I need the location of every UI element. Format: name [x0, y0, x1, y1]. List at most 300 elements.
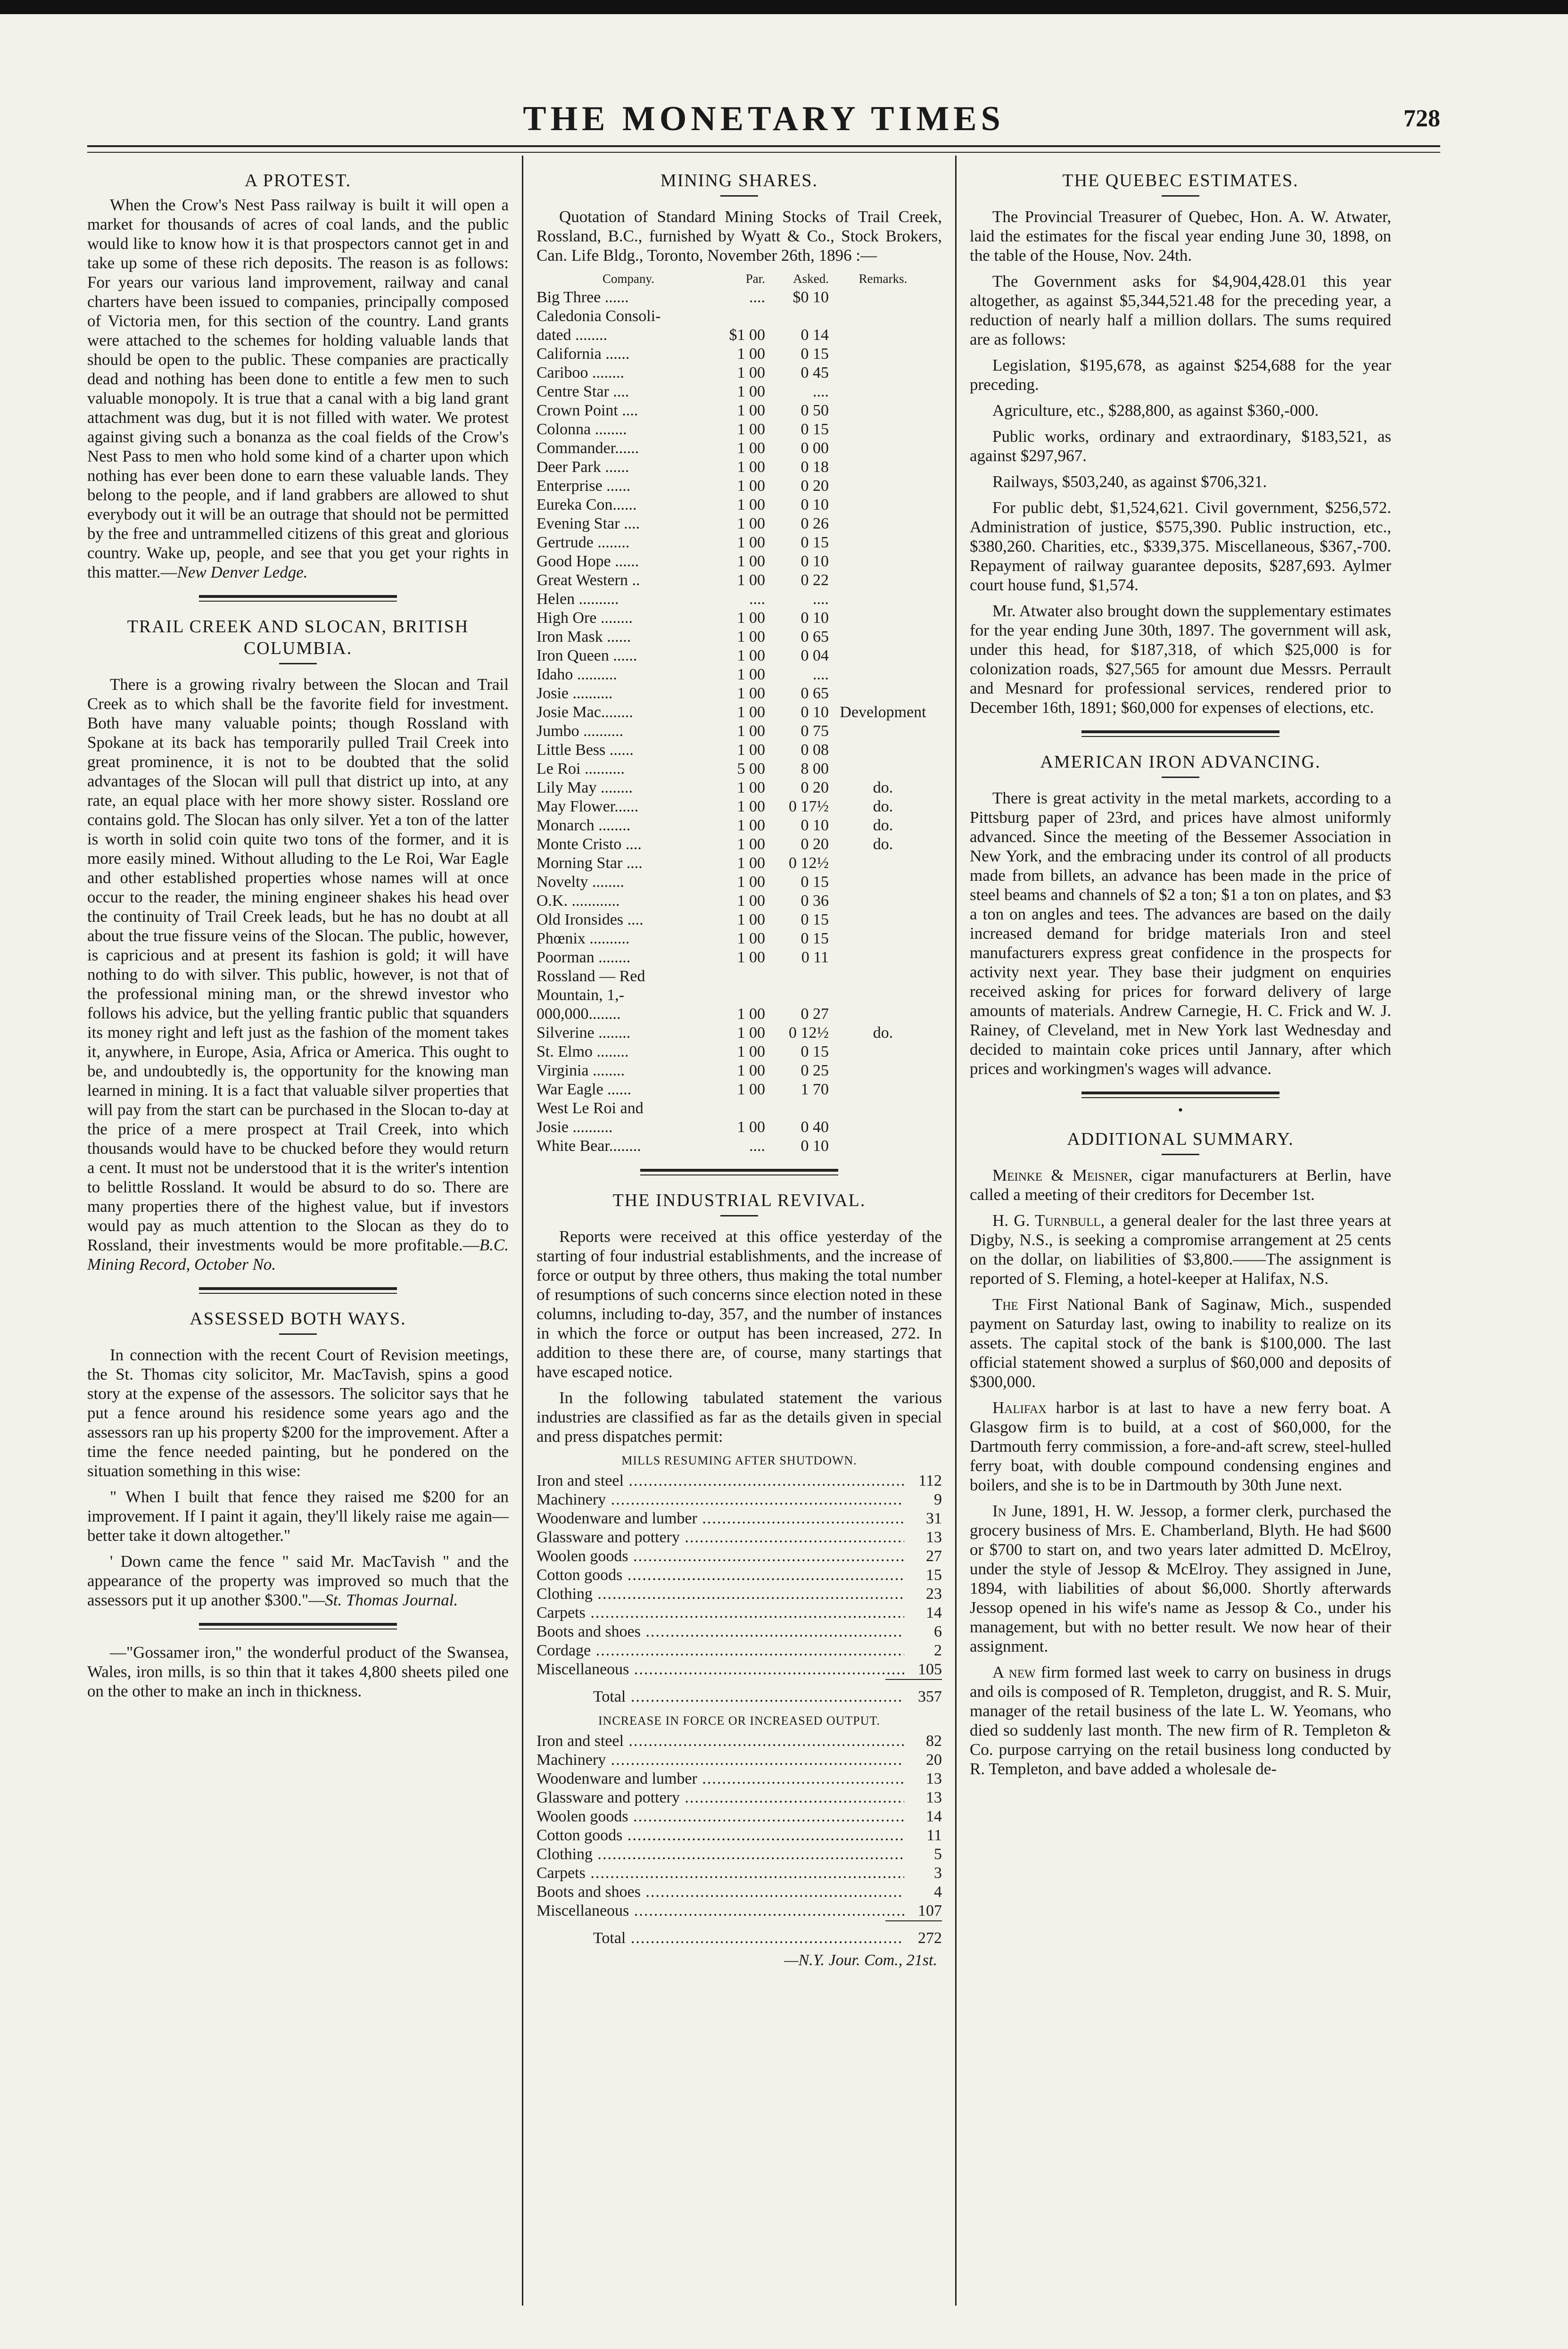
asked-price: 8 00	[801, 760, 829, 777]
asked-price: 0 65	[801, 628, 829, 645]
remarks	[829, 948, 937, 967]
article-additional-summary	[970, 1128, 1391, 1778]
company-name: Iron Mask ......	[536, 628, 631, 645]
count-value: 107	[918, 1902, 942, 1919]
company-name: Iron Queen ......	[536, 647, 637, 664]
company-name: May Flower......	[536, 798, 639, 815]
company-name: Centre Star ....	[536, 383, 629, 400]
table-row	[536, 326, 942, 345]
par-value: 1 00	[737, 685, 765, 702]
company-name: Virginia ........	[536, 1062, 625, 1079]
header-par: Par.	[745, 272, 765, 286]
count-value: 20	[926, 1751, 942, 1769]
article-american-iron	[970, 751, 1391, 1078]
table-row	[536, 1099, 942, 1118]
article-title: A PROTEST.	[244, 171, 352, 190]
remarks	[829, 986, 937, 1005]
article-paragraph: Railways, $503,240, as against $706,321.	[992, 472, 1267, 491]
par-value	[720, 967, 765, 986]
table-row	[536, 1024, 942, 1042]
asked-price: 0 36	[801, 892, 829, 910]
company-name: Jumbo ..........	[536, 722, 624, 740]
remarks	[829, 552, 937, 571]
table-row	[536, 684, 942, 703]
body-text: When the Crow's Nest Pass railway is built it will open a market for thousands of acres of coal lands, and the public would like to know how it is that prospectors cannot get in and take up some of these rich deposits. The reason is as follows: For years our various land improvement, railway and canal charters have been issued to companies, principally composed of Victoria men, for this section of the country. Land grants were attached to the schemes for holding valuable lands that should be open to the public. These companies are practically dead and nothing has been done to entitle a few men to such valuable monopoly. It is true that a canal with a big land grant attachment was dug, but it is not filled with water. We protest against giving such a bonanza as the coal fields of the Crow's Nest Pass to men who hold some kind of a charter upon which nothing has ever been done to earn these valuable lands. They belong to the people, and if land grabbers are allowed to shut everybody out it will be an outrage that should not be permitted by the free and untrammelled citizens of this great and glorious country. Wake up, people, and see that you get your rights in this matter.—	[87, 196, 509, 581]
table-row	[536, 345, 942, 364]
shares-table-body	[536, 288, 942, 1156]
par-value: 1 00	[737, 1024, 765, 1042]
remarks	[829, 458, 937, 477]
remarks	[829, 910, 937, 929]
asked-price	[765, 1099, 829, 1118]
company-name: Rossland — Red	[536, 968, 645, 985]
count-value: 9	[934, 1491, 942, 1508]
remarks	[829, 967, 937, 986]
article-title: THE INDUSTRIAL REVIVAL.	[612, 1191, 866, 1210]
asked-price: 0 10	[801, 817, 829, 834]
item-text: firm formed last week to carry on business in drugs and oils is composed of R. Templeton, druggist, and R. S. Muir, manager of the retail business of the late L. W. Yeomans, who died so suddenly last month. The new firm of R. Templeton & Co. purpose carrying on the retail business long conducted by R. Templeton, and bave added a wholesale de-	[970, 1663, 1391, 1778]
company-name: Eureka Con......	[536, 496, 637, 513]
title-rule	[1162, 777, 1199, 778]
article-title: AMERICAN IRON ADVANCING.	[1040, 752, 1321, 772]
article-paragraph: The Provincial Treasurer of Quebec, Hon. A. W. Atwater, laid the estimates for the fiscal year ending June 30, 1898, on the table of the House, Nov. 24th.	[970, 207, 1391, 265]
remarks	[829, 477, 937, 496]
company-name: Caledonia Consoli-	[536, 307, 661, 325]
count-value: 3	[934, 1864, 942, 1882]
par-value: 1 00	[737, 1062, 765, 1079]
summary-item	[970, 1501, 1391, 1656]
remarks	[829, 420, 937, 439]
par-value: ....	[749, 289, 765, 306]
table-row	[536, 1042, 942, 1061]
remarks	[829, 1118, 937, 1137]
industry-name: Iron and steel .....	[536, 1472, 904, 1490]
table-row	[536, 514, 942, 533]
table-row	[536, 1490, 942, 1509]
ornament-dot: •	[1178, 1102, 1183, 1118]
article-separator	[1081, 1092, 1279, 1098]
asked-price: 0 12½	[789, 1024, 829, 1042]
par-value: 1 00	[737, 949, 765, 966]
industry-name: Woodenware and lumber .....	[536, 1770, 904, 1788]
company-name: Monarch ........	[536, 817, 631, 834]
table-row	[536, 1883, 942, 1902]
industry-name: Machinery .....	[536, 1490, 904, 1509]
stats-table-increase	[536, 1732, 942, 1920]
table-row	[536, 1864, 942, 1883]
count-value: 105	[918, 1661, 942, 1678]
article-paragraph: " When I built that fence they raised me $200 for an improvement. If I paint it again, they'll likely raise me again—better take it down altogether."	[87, 1488, 509, 1545]
remarks	[829, 307, 937, 326]
count-value: 82	[926, 1732, 942, 1750]
company-name: Josie ..........	[536, 685, 613, 702]
company-name: O.K. ............	[536, 892, 620, 910]
column-left	[87, 156, 522, 2306]
columns	[87, 156, 1440, 2306]
item-text: harbor is at last to have a new ferry boat. A Glasgow firm is to build, at a cost of $60,000, for the Dartmouth ferry commission, a fore-and-aft screw, steel-hulled ferry boat, with double compound condensing engines and boilers, and she is to be in Dartmouth by 30th June next.	[970, 1398, 1391, 1494]
company-name: Silverine ........	[536, 1024, 631, 1042]
par-value: 1 00	[737, 364, 765, 381]
par-value: $1 00	[729, 326, 765, 344]
table-title: INCREASE IN FORCE OR INCREASED OUTPUT.	[598, 1714, 880, 1728]
par-value: 1 00	[737, 628, 765, 645]
par-value: 1 00	[737, 515, 765, 532]
company-name: Good Hope ......	[536, 553, 639, 570]
asked-price: 0 45	[801, 364, 829, 381]
company-name: Gertrude ........	[536, 534, 630, 551]
asked-price: ....	[813, 590, 829, 608]
title-rule	[1162, 195, 1199, 197]
table-row	[536, 910, 942, 929]
scan-top-edge	[0, 0, 1568, 14]
table-row	[536, 1547, 942, 1566]
company-name: Great Western ..	[536, 571, 640, 589]
asked-price: 0 04	[801, 647, 829, 664]
remarks	[829, 401, 937, 420]
asked-price: 0 15	[801, 534, 829, 551]
column-middle	[522, 156, 957, 2306]
table-row	[536, 873, 942, 892]
asked-price: 0 25	[801, 1062, 829, 1079]
asked-price: 0 20	[801, 779, 829, 796]
article-gossamer	[87, 1643, 509, 1701]
remarks	[829, 1005, 937, 1024]
table-row	[536, 401, 942, 420]
summary-item	[970, 1398, 1391, 1495]
table-row	[536, 948, 942, 967]
table-row	[536, 496, 942, 514]
par-value: 1 00	[737, 1005, 765, 1023]
remarks	[829, 741, 937, 760]
table-title: MILLS RESUMING AFTER SHUTDOWN.	[621, 1454, 857, 1467]
asked-price: 0 10	[801, 703, 829, 721]
item-text: cigar manufacturers at Berlin, have called a meeting of their creditors for December 1st.	[970, 1166, 1391, 1204]
count-value: 14	[926, 1604, 942, 1621]
column-right	[957, 156, 1391, 2306]
industry-name: Clothing .....	[536, 1845, 904, 1864]
item-text: June, 1891, H. W. Jessop, a former clerk, purchased the grocery business of Mrs. E. Chamberland, Blyth. He had $600 or $700 to start on, and two years later admitted D. McElroy, under the style of Jessop & McElroy. They assigned in June, 1894, with liabilities of about $6,000. Shortly afterwards Jessop opened in his wife's name as Jessop & Co., under his management, but with no better result. We now hear of their assignment.	[970, 1502, 1391, 1655]
article-paragraph: Agriculture, etc., $288,800, as against $360,-000.	[992, 401, 1319, 420]
par-value: 1 00	[737, 741, 765, 759]
asked-price: 0 22	[801, 571, 829, 589]
asked-price: 0 40	[801, 1118, 829, 1136]
remarks	[829, 439, 937, 458]
total-value: 272	[918, 1929, 942, 1947]
article-separator	[199, 1287, 397, 1294]
company-name: Big Three ......	[536, 289, 629, 306]
article-paragraph: —"Gossamer iron," the wonderful product of the Swansea, Wales, iron mills, is so thin that it takes 4,800 sheets piled one on the other to make an inch in thickness.	[87, 1643, 509, 1700]
industry-name: Boots and shoes .....	[536, 1622, 904, 1641]
article-intro: Quotation of Standard Mining Stocks of Trail Creek, Rossland, B.C., furnished by Wyatt & Co., Stock Brokers, Can. Life Bldg., Toronto, November 26th, 1896 :—	[536, 207, 942, 265]
table-row	[536, 646, 942, 665]
table-row	[536, 1137, 942, 1156]
par-value: 1 00	[737, 817, 765, 834]
body-text: There is a growing rivalry between the Slocan and Trail Creek as to which shall be the favorite field for investment. Both have many valuable points; though Rossland with Spokane at its back has temporarily pulled Trail Creek into great prominence, it is not to be doubted that the solid advantages of the Slocan will pull that district up into, at any rate, an equal place with her more showy sister. Rossland ore contains gold. The Slocan has only silver. Yet a ton of the latter is worth in solid coin quite two tons of the former, and it is more easily mined. Without alluding to the Le Roi, War Eagle and other established properties whose names will at once occur to the reader, the mining engineer shakes his head over the continuity of Trail Creek leads, but he has no doubt at all about the true fissure veins of the Slocan. The public, however, is capricious and at present its fashion is gold; it will have nothing to do with silver. This public, however, is not that of the professional mining man, or the shrewd investor who follows his advice, but the yelling frantic public that squanders its money right and left just as the fashion of the moment takes it, anywhere, in Europe, Asia, Africa or America. This ought to be, and undoubtedly is, the opportunity for the knowing man learned in mining. It is a fact that valuable silver properties that will pay from the start can be purchased in the Slocan to-day at the price of a mere prospect at Trail Creek, into which thousands would have to be chucked before they would return a cent. It must not be understood that it is the writer's intention to belittle Rossland. It would be absurd to do so. There are many properties there of the highest value, but if investors would pay as much attention to the Slocan as they do to Rossland, their investments would be more profitable.—	[87, 675, 509, 1254]
asked-price: ....	[813, 666, 829, 683]
item-text: First National Bank of Saginaw, Mich., suspended payment on Saturday last, owing to inability to realize on its assets. The capital stock of the bank is $100,000. The last official statement showed a surplus of $60,000 and deposits of $300,000.	[970, 1295, 1391, 1391]
table-row	[536, 590, 942, 609]
par-value: 1 00	[737, 873, 765, 891]
table-row	[536, 741, 942, 760]
table-row	[536, 1845, 942, 1864]
industry-name: Cotton goods .....	[536, 1566, 904, 1585]
company-name: California ......	[536, 345, 630, 363]
table-row	[536, 892, 942, 910]
body-text: ' Down came the fence " said Mr. MacTavish " and the appearance of the property was improved so much that the assessors put it up another $300."—	[87, 1552, 509, 1609]
remarks	[829, 288, 937, 307]
count-value: 13	[926, 1789, 942, 1806]
industry-name: Woolen goods .....	[536, 1547, 904, 1566]
par-value: 5 00	[737, 760, 765, 777]
company-name: St. Elmo ........	[536, 1043, 629, 1060]
remarks	[829, 590, 937, 609]
header-company: Company.	[602, 272, 654, 286]
article-paragraph: Legislation, $195,678, as against $254,688 for the year preceding.	[970, 356, 1391, 394]
article-source: B.C. Mining Record, October No.	[87, 1236, 509, 1274]
company-name: Josie Mac........	[536, 703, 633, 721]
count-value: 15	[926, 1566, 942, 1584]
table-row	[536, 967, 942, 986]
table-row	[536, 552, 942, 571]
par-value: ....	[749, 1137, 765, 1155]
table-row	[536, 420, 942, 439]
masthead	[87, 99, 1440, 141]
article-industrial	[536, 1190, 942, 1969]
industry-name: Clothing .....	[536, 1585, 904, 1604]
table-row	[536, 929, 942, 948]
company-name: Deer Park ......	[536, 458, 629, 476]
industry-name: Cordage .....	[536, 1641, 904, 1660]
table-row	[536, 1732, 942, 1751]
par-value: 1 00	[737, 383, 765, 400]
asked-price	[765, 986, 829, 1005]
par-value: 1 00	[737, 1118, 765, 1136]
table-row	[536, 628, 942, 646]
par-value: 1 00	[737, 798, 765, 815]
count-value: 11	[926, 1827, 942, 1844]
stats-table-resuming	[536, 1472, 942, 1679]
remarks	[829, 873, 937, 892]
table-row	[536, 1604, 942, 1622]
asked-price: 0 15	[801, 421, 829, 438]
company-name: Poorman ........	[536, 949, 631, 966]
count-value: 14	[926, 1808, 942, 1825]
table-row	[536, 609, 942, 628]
remarks	[829, 854, 937, 873]
article-paragraph: There is great activity in the metal markets, according to a Pittsburg paper of 23rd, and prices have almost uniformly advanced. Since the meeting of the Bessemer Association in New York, and the embracing under its control of all products made from billets, an advance has been made in the price of steel beams and channels of $2 a ton; $1 a ton on plates, and $3 a ton on angles and tees. The advances are based on the daily increased demand for bridge materials Iron and steel manufacturers express great confidence in the prospects for activity next year. They base their judgment on enquiries received asking for prices for forward delivery of large amounts of materials. Andrew Carnegie, H. C. Frick and W. J. Rainey, of Cleveland, met in New York last Wednesday and decided to maintain coke prices until Jannary, after which prices and workingmen's wages will advance.	[970, 789, 1391, 1078]
table-row	[536, 1061, 942, 1080]
par-value: 1 00	[737, 930, 765, 947]
count-value: 5	[934, 1845, 942, 1863]
article-title: MINING SHARES.	[660, 171, 818, 190]
article-body	[87, 675, 509, 1274]
count-value: 27	[926, 1547, 942, 1565]
company-name: Novelty ........	[536, 873, 625, 891]
article-paragraph: In the following tabulated statement the various industries are classified as far as the details given in special and press dispatches permit:	[536, 1389, 942, 1446]
article-protest	[87, 170, 509, 582]
asked-price: 0 00	[801, 439, 829, 457]
industry-name: Cotton goods .....	[536, 1826, 904, 1845]
table-row	[536, 1472, 942, 1490]
table-row	[536, 477, 942, 496]
table-row	[536, 364, 942, 382]
remarks	[829, 514, 937, 533]
par-value: 1 00	[737, 854, 765, 872]
remarks	[829, 533, 937, 552]
company-name: Helen ..........	[536, 590, 619, 608]
par-value: 1 00	[737, 402, 765, 419]
article-title: ADDITIONAL SUMMARY.	[1067, 1129, 1294, 1149]
remarks	[829, 760, 937, 778]
table-row	[536, 1770, 942, 1788]
table-row	[536, 1826, 942, 1845]
remarks	[829, 722, 937, 741]
item-lead: In	[992, 1502, 1007, 1520]
table-total	[536, 1687, 942, 1706]
industry-name: Miscellaneous .....	[536, 1660, 904, 1679]
title-rule	[279, 663, 317, 664]
par-value: 1 00	[737, 1081, 765, 1098]
asked-price: 0 10	[801, 609, 829, 627]
remarks	[829, 571, 937, 590]
table-row	[536, 1509, 942, 1528]
company-name: White Bear........	[536, 1137, 641, 1155]
remarks: Development	[840, 703, 926, 721]
company-name: Phœnix ..........	[536, 930, 630, 947]
table-row	[536, 533, 942, 552]
table-row	[536, 665, 942, 684]
table-row	[536, 1902, 942, 1920]
table-row	[536, 778, 942, 797]
table-row	[536, 1641, 942, 1660]
asked-price	[765, 307, 829, 326]
article-paragraph: For public debt, $1,524,621. Civil government, $256,572. Administration of justice, $575,390. Public instruction, etc., $380,260. Charities, etc., $339,375. Miscellaneous, $367,-700. Repayment of railway guarantee deposits, $287,693. Aylmer court house fund, $1,574.	[970, 498, 1391, 594]
asked-price: 0 20	[801, 477, 829, 495]
asked-price: 0 27	[801, 1005, 829, 1023]
table-row	[536, 1807, 942, 1826]
par-value: 1 00	[737, 722, 765, 740]
publication-title: THE MONETARY TIMES	[523, 99, 1005, 138]
company-name: Colonna ........	[536, 421, 627, 438]
industry-name: Carpets .....	[536, 1604, 904, 1622]
company-name: Monte Cristo ....	[536, 835, 642, 853]
article-title: TRAIL CREEK AND SLOCAN, BRITISH COLUMBIA.	[127, 617, 469, 658]
par-value: 1 00	[737, 647, 765, 664]
remarks	[829, 1061, 937, 1080]
count-value: 2	[934, 1642, 942, 1659]
summary-item	[970, 1295, 1391, 1391]
industry-name: Iron and steel .....	[536, 1732, 904, 1751]
par-value: ....	[749, 590, 765, 608]
newspaper-page	[87, 99, 1440, 2306]
asked-price: 0 15	[801, 1043, 829, 1060]
remarks: do.	[873, 798, 893, 815]
industry-name: Miscellaneous .....	[536, 1902, 904, 1920]
article-paragraph: In connection with the recent Court of Revision meetings, the St. Thomas city solicitor, Mr. MacTavish, spins a good story at the expense of the assessors. The solicitor says that he put a fence around his residence some years ago and the assessors ran up his property $200 for the improvement. After a time the fence needed painting, but he pondered on the situation something in this wise:	[87, 1346, 509, 1480]
table-row	[536, 1528, 942, 1547]
article-title: ASSESSED BOTH WAYS.	[190, 1309, 406, 1329]
remarks	[829, 1137, 937, 1156]
table-row	[536, 1751, 942, 1770]
table-row	[536, 1080, 942, 1099]
company-name: dated ........	[536, 326, 608, 344]
header-remarks: Remarks.	[858, 272, 908, 286]
table-row	[536, 1585, 942, 1604]
asked-price: 0 11	[801, 949, 829, 966]
table-row	[536, 835, 942, 854]
industry-name: Carpets .....	[536, 1864, 904, 1883]
par-value: 1 00	[737, 1043, 765, 1060]
article-trail-creek	[87, 616, 509, 1274]
par-value	[720, 307, 765, 326]
article-separator	[199, 595, 397, 602]
table-row	[536, 1660, 942, 1679]
remarks: do.	[873, 835, 893, 853]
company-name: Josie ..........	[536, 1118, 613, 1136]
par-value: 1 00	[737, 345, 765, 363]
remarks	[829, 628, 937, 646]
par-value: 1 00	[737, 421, 765, 438]
item-lead: A new	[992, 1663, 1036, 1681]
title-rule	[720, 1215, 758, 1216]
count-value: 13	[926, 1529, 942, 1546]
page-number: 728	[1403, 105, 1440, 132]
industry-name: Machinery .....	[536, 1751, 904, 1770]
table-row	[536, 382, 942, 401]
par-value	[720, 986, 765, 1005]
asked-price: ....	[813, 383, 829, 400]
item-text: a general dealer for the last three years at Digby, N.S., is seeking a compromise arrangement at 25 cents on the dollar, on liabilities of $3,800.——The assignment is reported of S. Fleming, a hotel-keeper at Halifax, N.S.	[970, 1211, 1391, 1288]
company-name: Evening Star ....	[536, 515, 640, 532]
remarks	[829, 929, 937, 948]
table-row	[536, 1788, 942, 1807]
remarks	[829, 609, 937, 628]
asked-price: 0 15	[801, 911, 829, 928]
company-name: Morning Star ....	[536, 854, 643, 872]
article-paragraph: Reports were received at this office yesterday of the starting of four industrial establishments, and the increase of force or output by three others, thus making the total number of resumptions of such concerns since election noted in these columns, including to-day, 357, and the number of instances in which the force or output has been increased, 272. In addition to these there are, of course, many startings that have escaped notice.	[536, 1227, 942, 1381]
company-name: Lily May ........	[536, 779, 633, 796]
item-lead: Meinke & Meisner,	[992, 1166, 1133, 1184]
summary-item	[970, 1662, 1391, 1778]
par-value: 1 00	[737, 458, 765, 476]
par-value: 1 00	[737, 553, 765, 570]
par-value: 1 00	[737, 666, 765, 683]
total-rule	[885, 1920, 942, 1921]
table-row	[536, 1622, 942, 1641]
title-rule	[279, 1333, 317, 1335]
article-separator	[199, 1623, 397, 1629]
item-lead: H. G. Turnbull,	[992, 1211, 1105, 1230]
table-row	[536, 1005, 942, 1024]
remarks	[829, 1080, 937, 1099]
article-source: New Denver Ledge.	[177, 563, 308, 581]
table-row	[536, 439, 942, 458]
total-value: 357	[918, 1688, 942, 1705]
par-value: 1 00	[737, 892, 765, 910]
count-value: 23	[926, 1585, 942, 1603]
header-asked: Asked.	[793, 272, 829, 286]
title-rule	[1162, 1154, 1199, 1155]
asked-price: 0 65	[801, 685, 829, 702]
asked-price: 0 26	[801, 515, 829, 532]
asked-price: 0 10	[801, 553, 829, 570]
asked-price: 0 12½	[789, 854, 829, 872]
shares-table-header	[536, 272, 942, 286]
article-paragraph: The Government asks for $4,904,428.01 this year altogether, as against $5,344,521.48 for the preceding year, a reduction of nearly half a million dollars. The sums required are as follows:	[970, 272, 1391, 348]
company-name: War Eagle ......	[536, 1081, 632, 1098]
table-row	[536, 722, 942, 741]
asked-price: 0 10	[801, 1137, 829, 1155]
